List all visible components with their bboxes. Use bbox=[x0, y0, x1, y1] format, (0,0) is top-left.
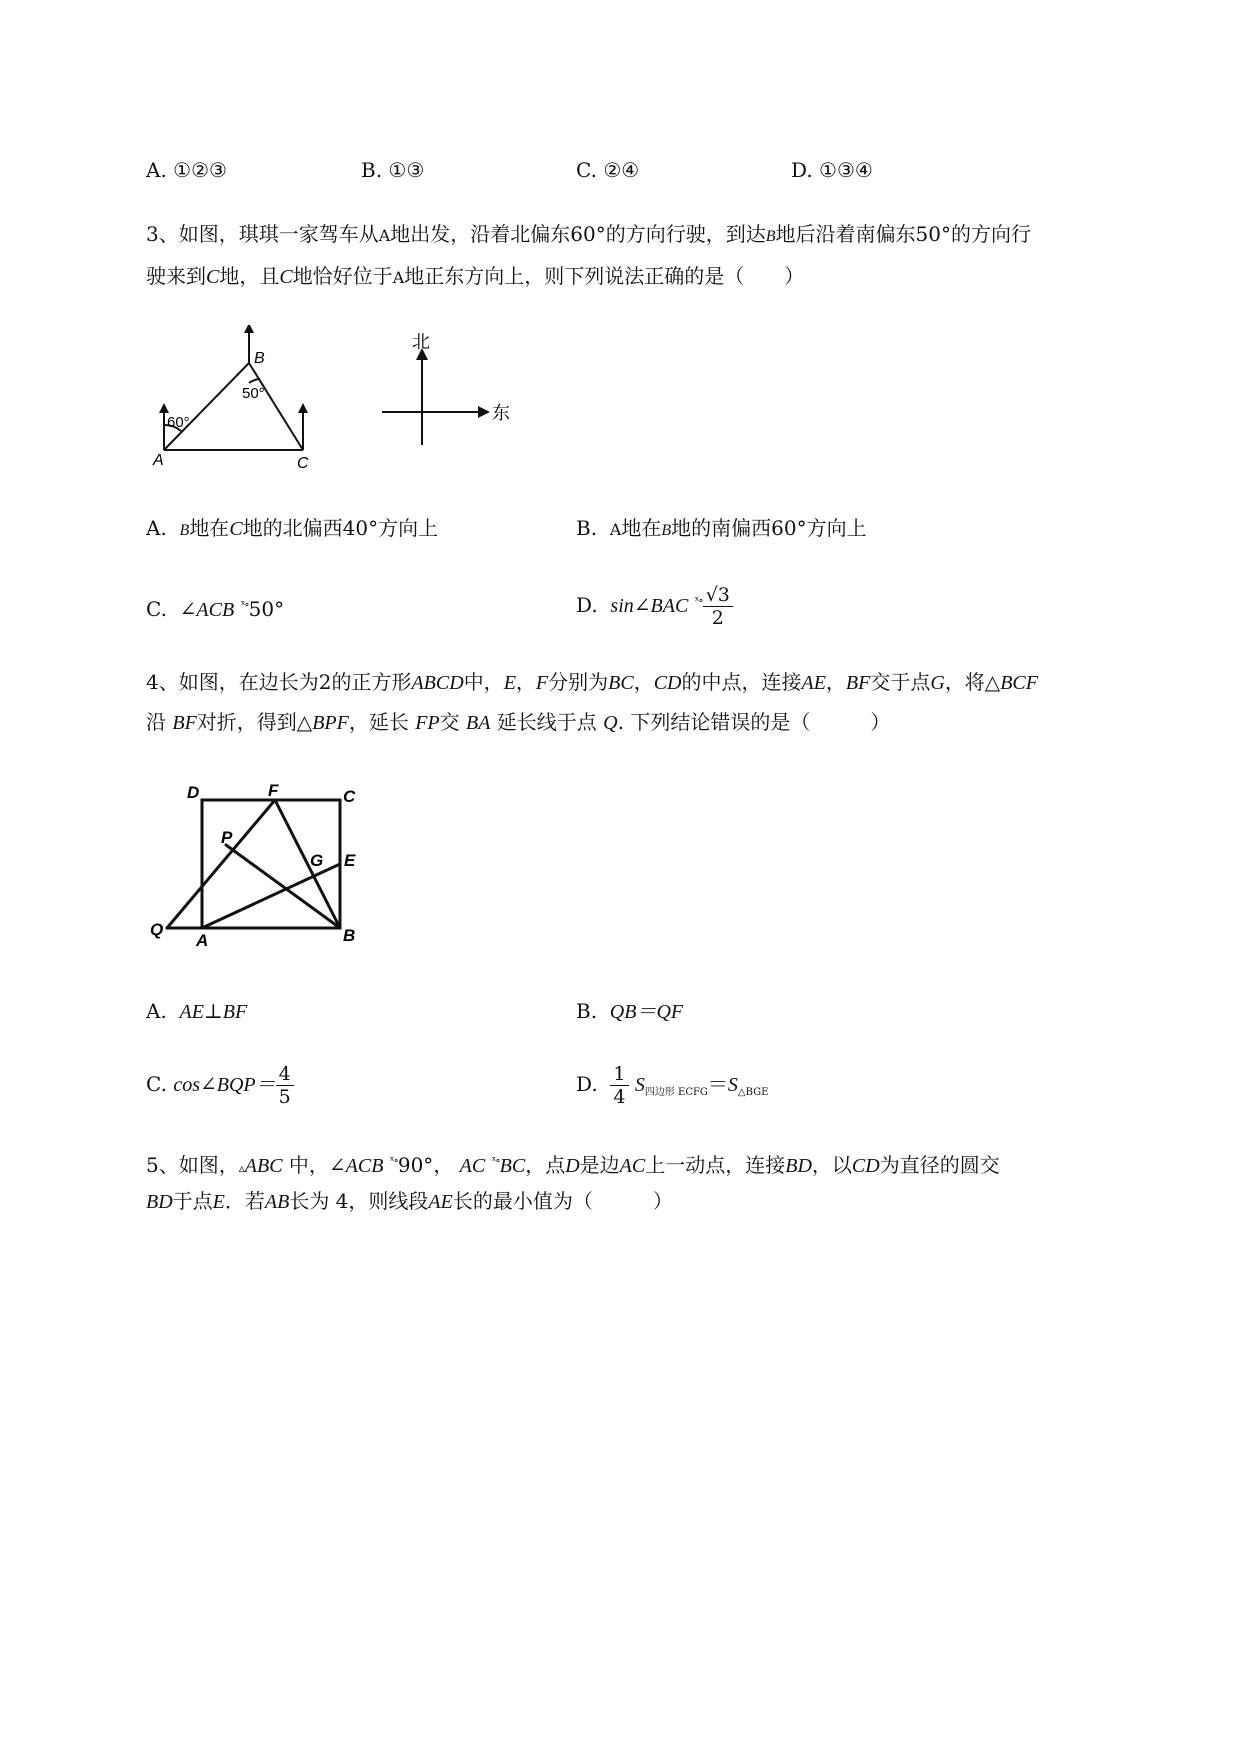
svg-text:P: P bbox=[221, 828, 233, 847]
q2-option-a: A. ①②③ bbox=[146, 158, 227, 182]
angle-60-label: 60° bbox=[167, 414, 190, 431]
q4-option-d: D. $\frac{1}{4}$ $S_{四边形 ECFG}=S_{\triangle BGE}$ bbox=[576, 1063, 769, 1108]
north-label: 北 bbox=[412, 332, 430, 352]
q4-stem-line1: 4、如图，在边长为2的正方形ABCD中，E，F分别为BC，CD的中点，连接AE，BF交于点G，将△BCF bbox=[146, 670, 1038, 694]
q4-stem-line2: 沿 BF对折，得到△BPF，延长 FP交 BA 延长线于点 Q. 下列结论错误的是（ ） bbox=[146, 710, 891, 734]
label-a: A bbox=[153, 452, 164, 469]
svg-text:Q: Q bbox=[150, 920, 164, 939]
q2-option-d: D. ①③④ bbox=[791, 158, 873, 182]
q3-stem-line2: 驶来到C地，且C地恰好位于A地正东方向上，则下列说法正确的是（ ） bbox=[146, 264, 805, 288]
svg-text:B: B bbox=[343, 926, 356, 945]
svg-text:C: C bbox=[343, 787, 356, 806]
side-ab bbox=[164, 363, 249, 450]
q4-square-figure bbox=[145, 780, 370, 950]
angle-50-label: 50° bbox=[242, 385, 265, 402]
label-c: C bbox=[297, 455, 309, 470]
q3-compass bbox=[380, 330, 515, 450]
segment-qf bbox=[167, 800, 275, 928]
q3-option-b: B. A地在B地的南偏西60°方向上 bbox=[576, 516, 867, 540]
east-label: 东 bbox=[492, 403, 510, 423]
label-b: B bbox=[254, 350, 265, 367]
q3-option-d: D. sin∠BAC $^{ˣ\circ}$ $\frac{√3}{2}$ bbox=[576, 584, 733, 629]
svg-text:E: E bbox=[344, 851, 356, 870]
q3-triangle-figure bbox=[140, 325, 325, 470]
q3-option-a: A. B地在C地的北偏西40°方向上 bbox=[146, 516, 439, 540]
side-bc bbox=[249, 363, 303, 450]
svg-text:F: F bbox=[268, 781, 279, 800]
q4-option-b: B. QB＝QF bbox=[576, 999, 684, 1023]
q4-option-a: A. AE⊥BF bbox=[146, 999, 248, 1023]
svg-text:A: A bbox=[196, 931, 209, 950]
q4-option-c: C. cos∠BQP＝ $\frac{4}{5}$ bbox=[146, 1063, 294, 1108]
q2-option-b: B. ①③ bbox=[361, 158, 425, 182]
q2-option-c: C. ②④ bbox=[576, 158, 640, 182]
svg-text:D: D bbox=[187, 783, 200, 802]
segment-ae bbox=[202, 864, 340, 928]
q5-stem-line1: 5、如图，▵ABC 中，∠ACB $^{ˣ\circ}$90°， AC $^{ˣ\circ}$BC，点D是边AC上一动点，连接BD，以CD为直径的圆交 bbox=[146, 1153, 1000, 1177]
segment-fb bbox=[275, 800, 340, 928]
q5-stem-line2: BD于点E．若AB长为 4，则线段AE长的最小值为（ ） bbox=[146, 1189, 673, 1213]
q3-option-c: C. ∠ACB $^{ˣ\circ}$50° bbox=[146, 597, 285, 621]
q3-stem-line1: 3、如图，琪琪一家驾车从A地出发，沿着北偏东60°的方向行驶，到达B地后沿着南偏东50°的方向行 bbox=[146, 222, 1031, 246]
svg-text:G: G bbox=[310, 851, 324, 870]
